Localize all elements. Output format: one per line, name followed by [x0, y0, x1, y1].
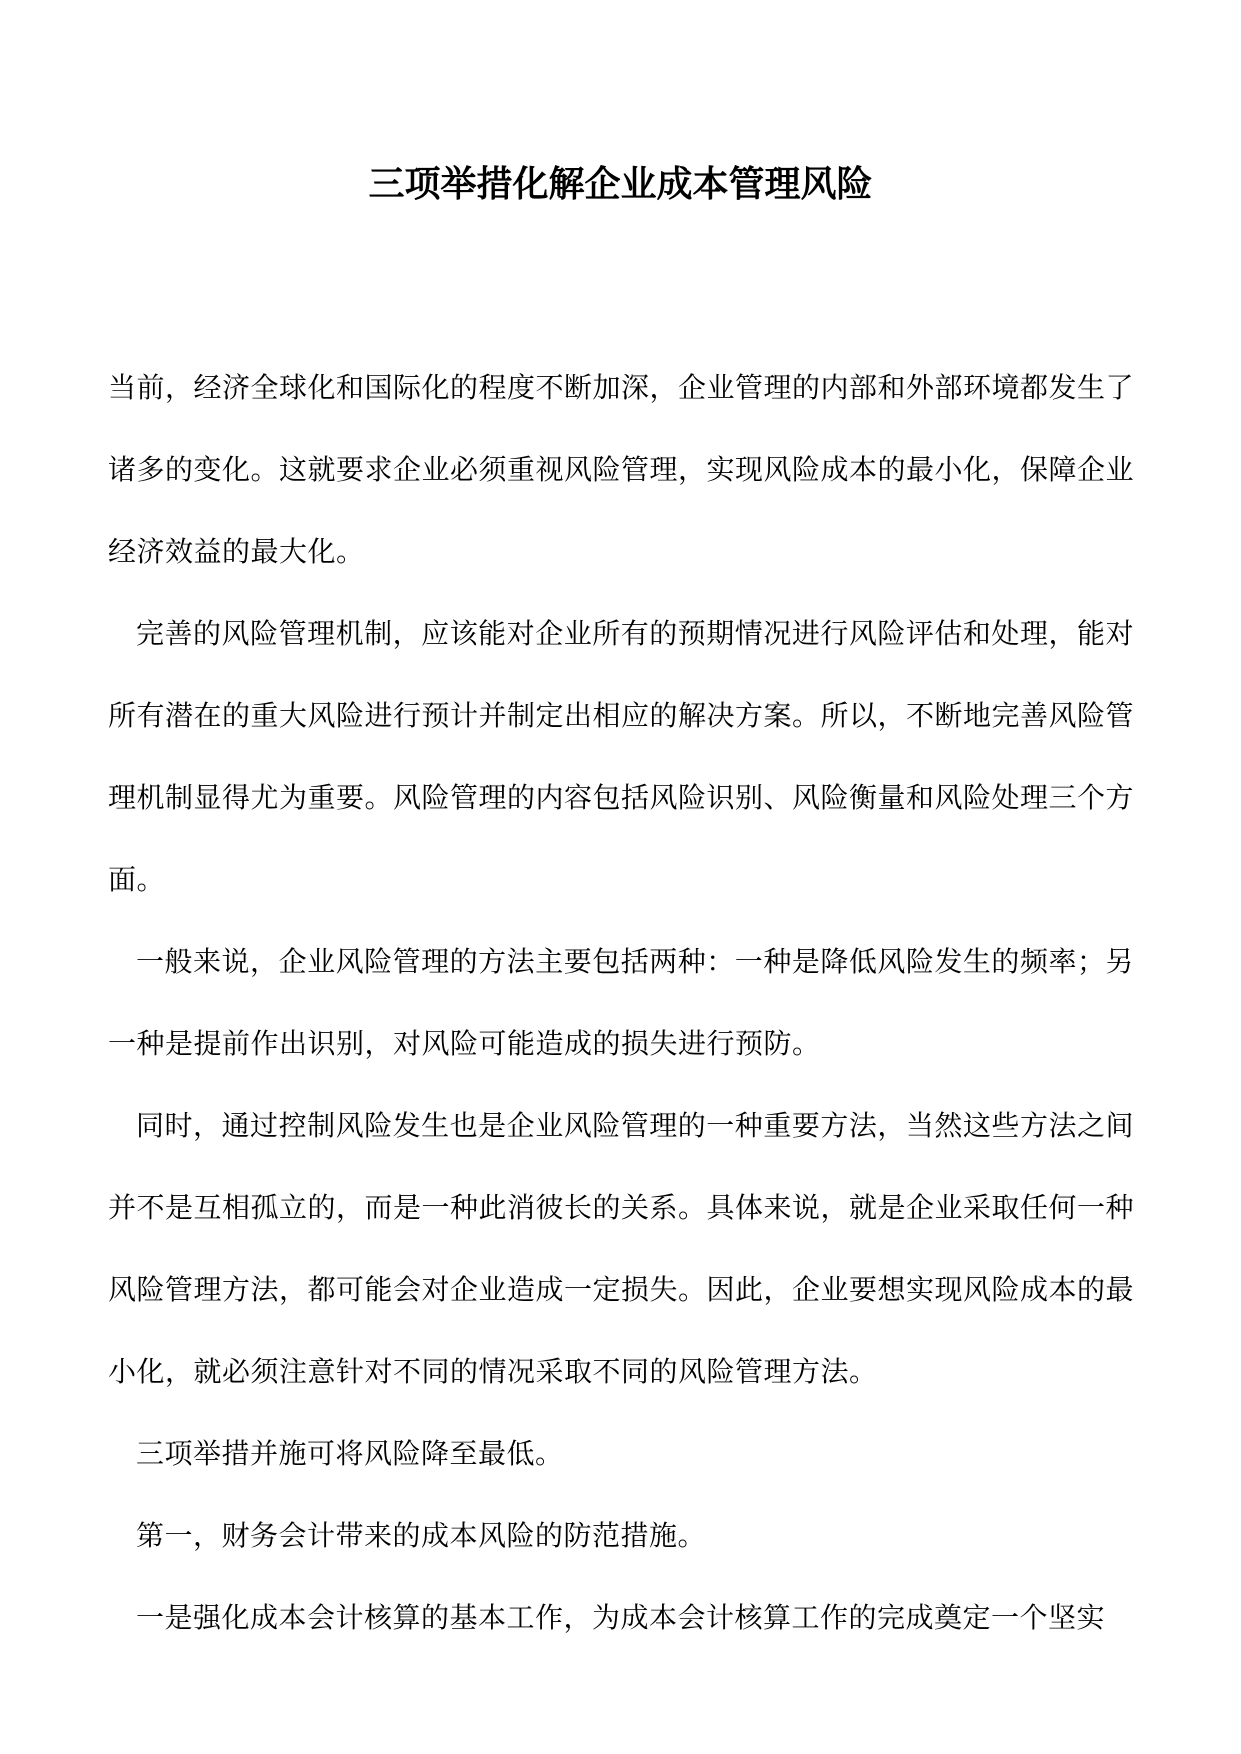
- paragraph-risk-control: 同时，通过控制风险发生也是企业风险管理的一种重要方法，当然这些方法之间并不是互相孤立的，而是一种此消彼长的关系。具体来说，就是企业采取任何一种风险管理方法，都可能会对企业造成一定损失。因此，企业要想实现风险成本的最小化，就必须注意针对不同的情况采取不同的风险管理方法。: [108, 1109, 1135, 1388]
- document-title: 三项举措化解企业成本管理风险: [368, 163, 873, 205]
- paragraph-risk-methods: 一般来说，企业风险管理的方法主要包括两种：一种是降低风险发生的频率；另一种是提前作出识别，对风险可能造成的损失进行预防。: [108, 945, 1134, 1060]
- document-body: [108, 347, 1134, 1659]
- paragraph-first-item: 一是强化成本会计核算的基本工作，为成本会计核算工作的完成奠定一个坚实: [136, 1601, 1106, 1634]
- paragraph-risk-mechanism: 完善的风险管理机制，应该能对企业所有的预期情况进行风险评估和处理，能对所有潜在的重大风险进行预计并制定出相应的解决方案。所以，不断地完善风险管理机制显得尤为重要。风险管理的内容包括风险识别、风险衡量和风险处理三个方面。: [108, 617, 1135, 896]
- paragraph-intro: 当前，经济全球化和国际化的程度不断加深，企业管理的内部和外部环境都发生了诸多的变化。这就要求企业必须重视风险管理，实现风险成本的最小化，保障企业经济效益的最大化。: [108, 371, 1135, 568]
- paragraph-three-measures: 三项举措并施可将风险降至最低。: [136, 1437, 564, 1470]
- paragraph-first-measure: 第一，财务会计带来的成本风险的防范措施。: [136, 1519, 707, 1552]
